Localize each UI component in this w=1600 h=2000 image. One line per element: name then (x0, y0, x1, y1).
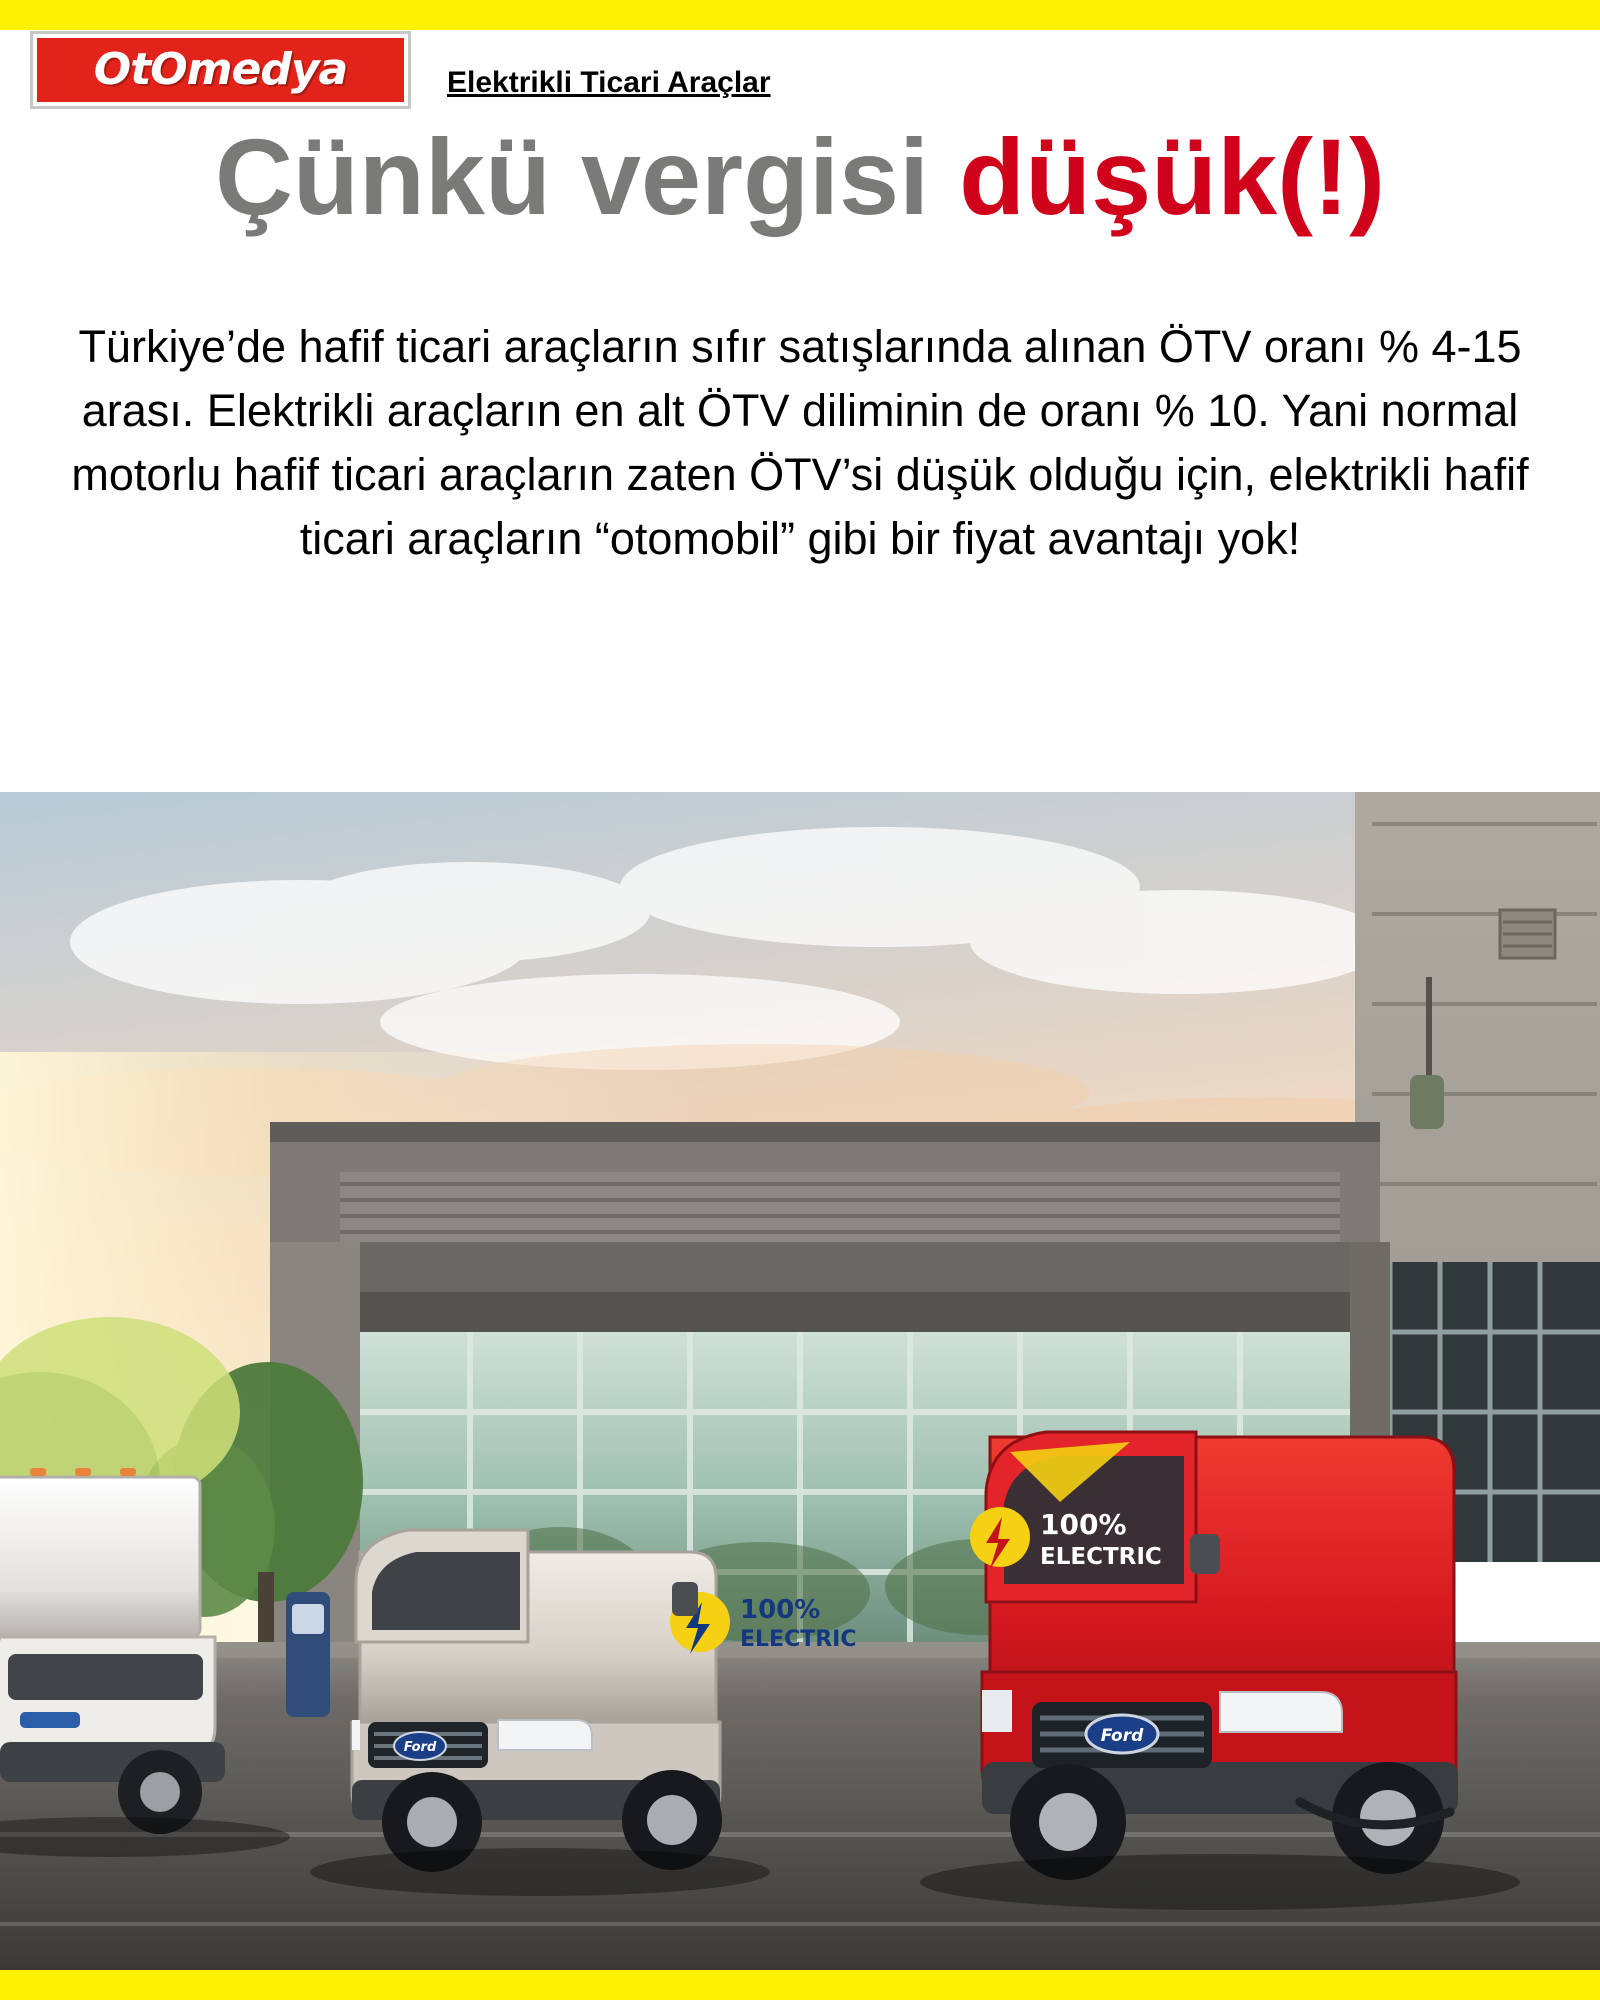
headline-part-1: Çünkü vergisi (214, 116, 960, 237)
body-paragraph: Türkiye’de hafif ticari araçların sıfır satışlarında alınan ÖTV oranı % 4-15 arası. Elektrikli araçların en alt ÖTV diliminin de oranı % 10. Yani normal motorlu hafif ticari araçların zaten ÖTV’si düşük olduğu için, elektrikli hafif ticari araçların “otomobil” gibi bir fiyat avantajı yok! (71, 321, 1529, 564)
section-title: Elektrikli Ticari Araçlar (447, 66, 771, 99)
charging-station (286, 1592, 330, 1717)
svg-text:Ford: Ford (1100, 1726, 1144, 1746)
svg-text:ELECTRIC: ELECTRIC (740, 1627, 857, 1652)
headline-part-2: düşük(!) (959, 116, 1386, 237)
white-box-truck (0, 1468, 225, 1834)
otomedya-logo (33, 34, 408, 106)
svg-text:Ford: Ford (403, 1740, 437, 1755)
svg-text:ELECTRIC: ELECTRIC (1040, 1544, 1162, 1570)
top-accent-bar (0, 0, 1600, 30)
red-van (970, 1432, 1458, 1880)
page-title (0, 116, 1600, 237)
bottom-accent-bar (0, 1970, 1600, 2000)
hero-photo-illustration (0, 792, 1600, 1970)
header (0, 30, 1600, 110)
svg-text:100%: 100% (740, 1595, 821, 1625)
svg-text:100%: 100% (1040, 1508, 1127, 1541)
hero-photo (0, 792, 1600, 1970)
logo-text: OtOmedya (93, 44, 348, 95)
